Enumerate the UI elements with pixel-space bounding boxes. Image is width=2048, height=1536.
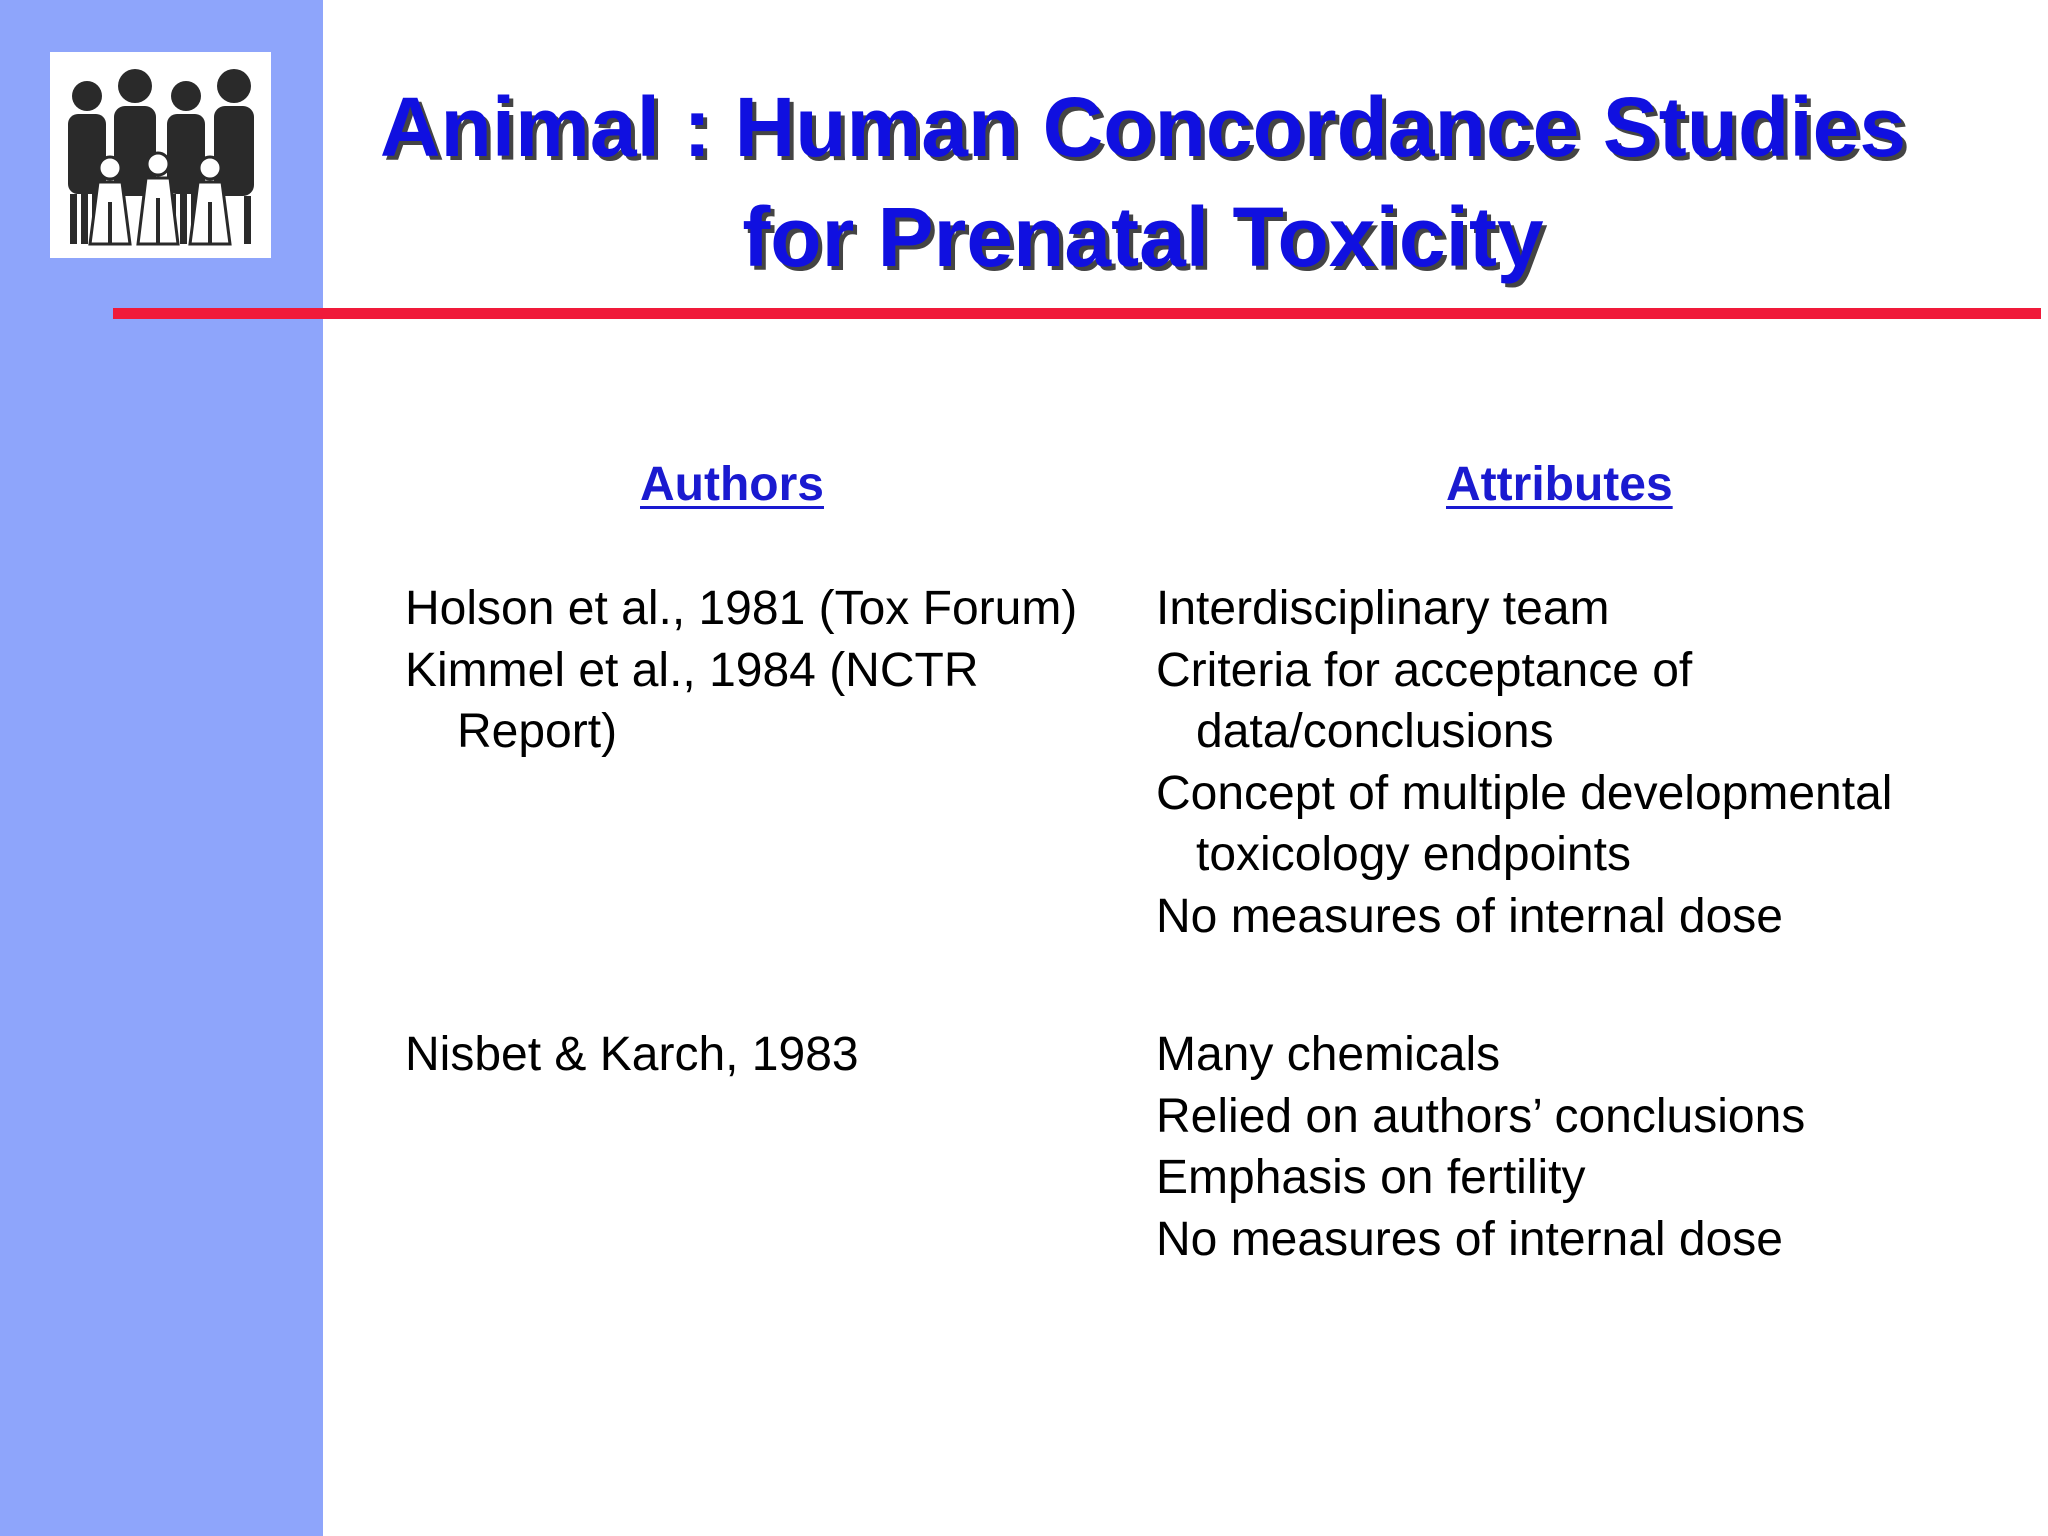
authors-list-group-2 [405, 1024, 1105, 1086]
title-line-1: Animal : Human Concordance Studies [379, 80, 1907, 174]
page-title [323, 72, 1963, 292]
attributes-list-group-2 [1156, 1024, 2016, 1270]
attribute-item: Many chemicals [1156, 1028, 1501, 1081]
attribute-item: Interdisciplinary team [1156, 582, 1610, 635]
title-line-2: for Prenatal Toxicity [742, 190, 1544, 284]
attribute-item: Relied on authors’ conclusions [1156, 1089, 1806, 1143]
authors-list-group-1 [405, 578, 1105, 763]
family-figures-icon [50, 52, 271, 258]
attribute-item: Criteria for acceptance of data/conclusions [1156, 643, 1693, 758]
logo [50, 52, 271, 258]
title-divider [113, 308, 2041, 319]
author-item: Nisbet & Karch, 1983 [405, 1028, 859, 1081]
author-item: Holson et al., 1981 (Tox Forum) [405, 582, 1078, 635]
attribute-item: No measures of internal dose [1156, 889, 1783, 943]
attribute-item: No measures of internal dose [1156, 1212, 1783, 1266]
attribute-item: Concept of multiple developmental toxicology endpoints [1156, 766, 1893, 881]
author-item: Kimmel et al., 1984 (NCTR Report) [405, 643, 979, 758]
attribute-item: Emphasis on fertility [1156, 1151, 1586, 1204]
attributes-heading: Attributes [1446, 458, 1673, 511]
authors-heading: Authors [640, 458, 824, 511]
attributes-list-group-1 [1156, 578, 2016, 947]
